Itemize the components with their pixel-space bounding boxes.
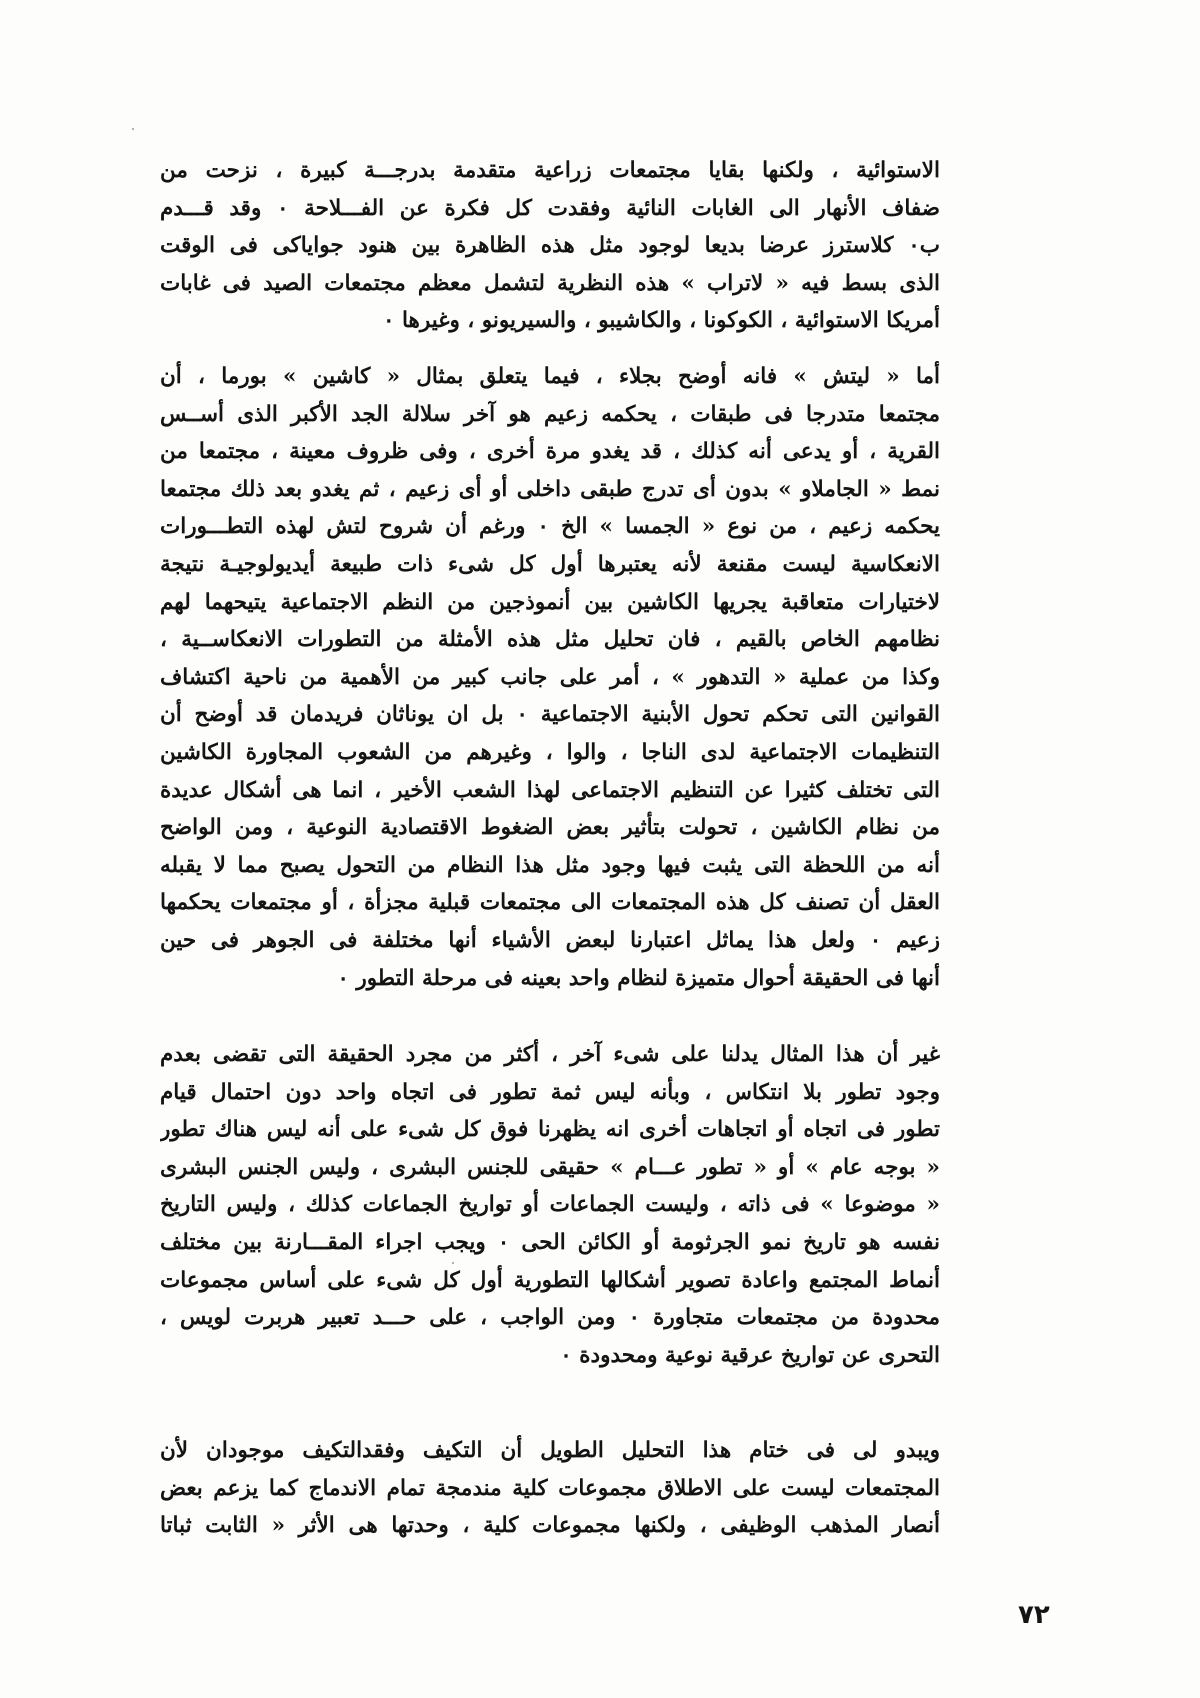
text-line: نفسه هو تاريخ نمو الجرثومة أو الكائن الحى ٠ ويجب اجراء المقـــارنة بين مختلف xyxy=(160,1229,940,1255)
paragraph-1 xyxy=(160,152,940,340)
text-line: زعيم ٠ ولعل هذا يماثل اعتبارنا لبعض الأشياء أنها مختلفة فى الجوهر فى حين xyxy=(160,927,940,953)
text-line: نمط « الجاملاو » بدون أى تدرج طبقى داخلى أو أى زعيم ، ثم يغدو بعد ذلك مجتمعا xyxy=(160,476,940,502)
page-number: ٧٢ xyxy=(1018,1600,1050,1630)
text-line: أنصار المذهب الوظيفى ، ولكنها مجموعات كلية ، وحدتها هى الأثر « الثابت ثباتا xyxy=(160,1513,940,1539)
text-line: وجود تطور بلا انتكاس ، وبأنه ليس ثمة تطور فى اتجاه واحد دون احتمال قيام xyxy=(160,1079,940,1105)
text-line: نظامهم الخاص بالقيم ، فان تحليل مثل هذه الأمثلة من التطورات الانعكاســية ، xyxy=(160,627,940,653)
scan-speck xyxy=(132,128,134,130)
text-line: القرية ، أو يدعى أنه كذلك ، قد يغدو مرة أخرى ، وفى ظروف معينة ، مجتمعا من xyxy=(160,439,940,465)
text-line: « موضوعا » فى ذاته ، وليست الجماعات أو تواريخ الجماعات كذلك ، وليس التاريخ xyxy=(160,1192,940,1218)
text-line: التى تختلف كثيرا عن التنظيم الاجتماعى لهذا الشعب الأخير ، انما هى أشكال عديدة xyxy=(160,777,940,803)
text-line: القوانين التى تحكم تحول الأبنية الاجتماعية ٠ بل ان يوناثان فريدمان قد أوضح أن xyxy=(160,702,940,728)
text-line: الذى بسط فيه « لاتراب » هذه النظرية لتشمل معظم مجتمعات الصيد فى غابات xyxy=(160,270,940,296)
text-line: وكذا من عملية « التدهور » ، أمر على جانب كبير من الأهمية من ناحية اكتشاف xyxy=(160,664,940,690)
text-line: أنماط المجتمع واعادة تصوير أشكالها التطورية أول كل شىء على أساس مجموعات xyxy=(160,1267,940,1293)
text-line: ب٠ كلاسترز عرضا بديعا لوجود مثل هذه الظاهرة بين هنود جواياكى فى الوقت xyxy=(160,233,940,259)
text-line: من نظام الكاشين ، تحولت بتأثير بعض الضغوط الاقتصادية النوعية ، ومن الواضح xyxy=(160,815,940,841)
text-line: المجتمعات ليست على الاطلاق مجموعات كلية مندمجة تمام الاندماج كما يزعم بعض xyxy=(160,1475,940,1501)
text-line: ضفاف الأنهار الى الغابات النائية وفقدت كل فكرة عن الفـــلاحة ٠ وقد قـــدم xyxy=(160,195,940,221)
paragraph-4 xyxy=(160,1432,940,1545)
text-line: أنه من اللحظة التى يثبت فيها وجود مثل هذا النظام من التحول يصبح مما لا يقبله xyxy=(160,852,940,878)
text-line: مجتمعا متدرجا فى طبقات ، يحكمه زعيم هو آخر سلالة الجد الأكبر الذى أســس xyxy=(160,401,940,427)
text-line: لاختيارات متعاقبة يجريها الكاشين بين أنموذجين من النظم الاجتماعية يتيحهما لهم xyxy=(160,589,940,615)
scan-speck xyxy=(452,1262,454,1264)
text-line: يحكمه زعيم ، من نوع « الجمسا » الخ ٠ ورغم أن شروح لتش لهذه التطـــورات xyxy=(160,514,940,540)
text-line: غير أن هذا المثال يدلنا على شىء آخر ، أكثر من مجرد الحقيقة التى تقضى بعدم xyxy=(160,1042,940,1067)
paragraph-3 xyxy=(160,1036,940,1374)
text-line: التنظيمات الاجتماعية لدى الناجا ، والوا ، وغيرهم من الشعوب المجاورة الكاشين xyxy=(160,739,940,765)
paragraph-2 xyxy=(160,358,940,997)
text-line: محدودة من مجتمعات متجاورة ٠ ومن الواجب ، على حـــد تعبير هربرت لويس ، xyxy=(160,1305,940,1331)
text-line: التحرى عن تواريخ عرقية نوعية ومحدودة ٠ xyxy=(560,1342,940,1368)
text-line: الانعكاسية ليست مقنعة لأنه يعتبرها أول كل شىء ذات طبيعة أيديولوجيـة نتيجة xyxy=(160,551,940,577)
text-line: ويبدو لى فى ختام هذا التحليل الطويل أن التكيف وفقدالتكيف موجودان لأن xyxy=(160,1438,940,1463)
text-line: تطور فى اتجاه أو اتجاهات أخرى انه يظهرنا فوق كل شىء على أنه ليس هناك تطور xyxy=(160,1117,940,1143)
text-line: أمريكا الاستوائية ، الكوكونا ، والكاشيبو ، والسيريونو ، وغيرها ٠ xyxy=(382,308,940,334)
text-line: أما « ليتش » فانه أوضح بجلاء ، فيما يتعلق بمثال « كاشين » بورما ، أن xyxy=(160,364,940,389)
text-line: أنها فى الحقيقة أحوال متميزة لنظام واحد بعينه فى مرحلة التطور ٠ xyxy=(337,965,940,991)
text-line: « بوجه عام » أو « تطور عـــام » حقيقى للجنس البشرى ، وليس الجنس البشرى xyxy=(160,1154,940,1180)
text-line: العقل أن تصنف كل هذه المجتمعات الى مجتمعات قبلية مجزأة ، أو مجتمعات يحكمها xyxy=(160,890,940,916)
text-line: الاستوائية ، ولكنها بقايا مجتمعات زراعية متقدمة بدرجـــة كبيرة ، نزحت من xyxy=(160,158,940,183)
